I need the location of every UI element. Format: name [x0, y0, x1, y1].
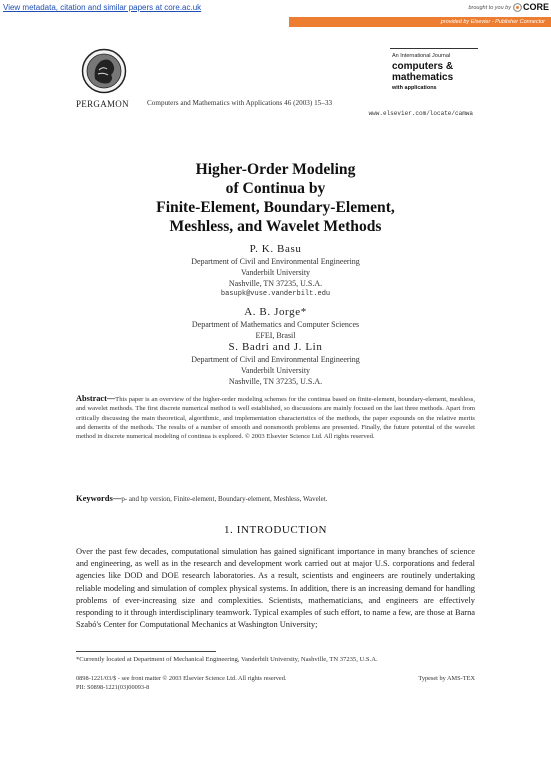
abstract: Abstract—This paper is an overview of the higher-order modeling schemes for the continua based on finite-element, boundary-element, meshless, and wavelet methods. The first discrete numerical method is well established, so discussions are mainly focused on the last three methods. Apart from critically discussing the main theoretical, algorithmic, and implementation characteristics of the methods, the paper expounds on the relative merits and demerits of the methods. The results of a number of smooth and nonsmooth problems are presented. Finally, the future potential of the wavelet method in discrete numerical modeling of continua is explored. © 2003 Elsevier Science Ltd. All rights reserved.: [76, 394, 475, 441]
copyright-block: [76, 674, 475, 692]
journal-website[interactable]: www.elsevier.com/locate/camwa: [368, 110, 473, 117]
core-metadata-link[interactable]: View metadata, citation and similar papers at core.ac.uk: [3, 3, 202, 12]
author-name: P. K. Basu: [249, 243, 302, 255]
title-line: Meshless, and Wavelet Methods: [169, 218, 382, 235]
journal-citation: Computers and Mathematics with Applications 46 (2003) 15–33: [147, 99, 333, 107]
title-line: Higher-Order Modeling: [195, 161, 356, 178]
footnote: *Currently located at Department of Mechanical Engineering, Vanderbilt University, Nashville, TN 37235, U.S.A.: [76, 656, 378, 663]
author-affiliation: Vanderbilt University: [240, 366, 311, 375]
journal-name: computers & mathematics: [392, 61, 454, 83]
section-heading: 1. INTRODUCTION: [223, 524, 328, 536]
author-block-jorge: [0, 305, 551, 341]
keywords-text: p- and hp version, Finite-element, Boundary-element, Meshless, Wavelet.: [121, 495, 328, 503]
provided-by-bar[interactable]: provided by Elsevier - Publisher Connector: [289, 17, 551, 27]
intro-paragraph: Over the past few decades, computational simulation has gained significant importance in many branches of science and engineering, as well as in the research and development work carried out at major U.S. corporations and federal agencies like DOD and DOE research laboratories. As a result, scientists and engineers are routinely undertaking reliable modeling and simulation of complex physical systems. In addition, there is an increasing demand for handling problems of ever-increasing size and complexities. Scientists, mathematicians, and engineers are effectively responding to it through interdisciplinary teamwork. Typical examples of such effort, to name a few, are those at Barna Szabó's Center for Computational Mechanics at Washington University;: [76, 547, 475, 630]
author-affiliation: EFEI, Brasil: [255, 331, 296, 340]
journal-subname: with applications: [392, 85, 437, 91]
author-affiliation: Nashville, TN 37235, U.S.A.: [228, 279, 323, 288]
author-name: A. B. Jorge*: [244, 306, 307, 318]
core-logo-text: CORE: [523, 2, 550, 12]
typeset-note: Typeset by AMS-TEX: [418, 675, 475, 682]
author-affiliation: Nashville, TN 37235, U.S.A.: [228, 377, 323, 386]
author-affiliation: Vanderbilt University: [240, 268, 311, 277]
footnote-rule: [76, 651, 216, 652]
abstract-text: This paper is an overview of the higher-order modeling schemes for the continua based on finite-element, boundary-element, meshless, and wavelet methods. The first discrete numerical method is well established, so discussions are mainly focused on the last three methods. Apart from critically discussing the main theoretical, algorithmic, and implementation characteristics of the methods, the paper expounds on the relative merits and demerits of the methods. The results of a number of smooth and nonsmooth problems are presented. Finally, the future potential of the wavelet method in discrete numerical modeling of continua is explored. © 2003 Elsevier Science Ltd. All rights reserved.: [76, 396, 475, 441]
author-block-basu: [0, 242, 551, 300]
author-affiliation: Department of Civil and Environmental Engineering: [191, 355, 360, 364]
abstract-label: Abstract: [76, 394, 107, 403]
journal-logo-rule: [390, 48, 478, 49]
copyright-line: 0898-1221/03/$ - see front matter © 2003 Elsevier Science Ltd. All rights reserved.: [76, 675, 287, 682]
article-title: [0, 160, 551, 236]
keywords: Keywords—p- and hp version, Finite-element, Boundary-element, Meshless, Wavelet.: [76, 493, 328, 503]
core-logo-icon: [513, 3, 522, 12]
publisher-name: PERGAMON: [76, 99, 129, 109]
title-line: of Continua by: [225, 180, 326, 197]
author-affiliation: Department of Civil and Environmental Engineering: [191, 257, 360, 266]
author-email[interactable]: basupk@vuse.vanderbilt.edu: [220, 290, 331, 298]
keywords-label: Keywords: [76, 493, 113, 503]
pii-line: PII: S0898-1221(03)00093-8: [76, 684, 150, 691]
core-logo[interactable]: [513, 1, 550, 15]
author-block-badri-lin: [0, 340, 551, 387]
journal-intl-label: An International Journal: [392, 53, 451, 59]
author-name: S. Badri and J. Lin: [228, 341, 323, 353]
publisher-seal-icon: [81, 48, 127, 94]
brought-to-you-label: brought to you by: [468, 5, 511, 11]
journal-logo: [390, 48, 480, 98]
title-line: Finite-Element, Boundary-Element,: [156, 199, 395, 216]
author-affiliation: Department of Mathematics and Computer Sciences: [191, 320, 360, 329]
core-banner: [0, 0, 551, 28]
